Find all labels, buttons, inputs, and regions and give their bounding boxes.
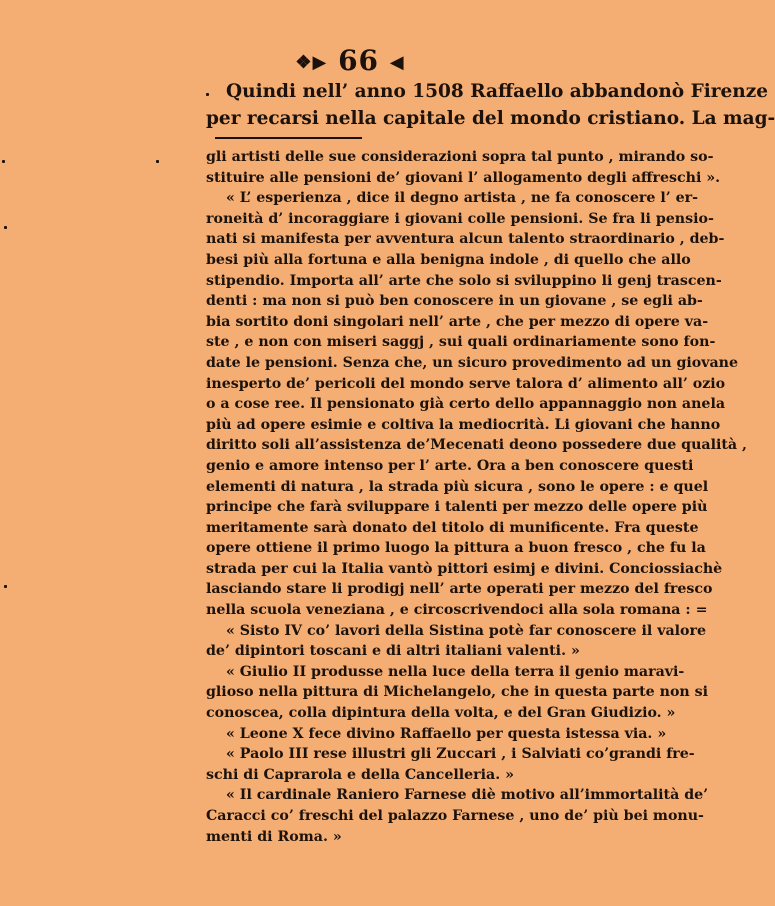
footnote-line: « Giulio II produsse nella luce della terra il genio maravi- (226, 663, 685, 680)
footnote-separator (215, 137, 362, 139)
footnote-line: genio e amore intenso per l’ arte. Ora a ben conoscere questi (206, 457, 694, 474)
footnote-line: denti : ma non si può ben conoscere in un giovane , se egli ab- (206, 293, 703, 310)
footnote-line: inesperto de’ pericoli del mondo serve talora d’ alimento all’ ozio (206, 375, 726, 392)
footnote-block (206, 147, 747, 847)
footnote-line: « Sisto IV co’ lavori della Sistina potè far conoscere il valore (226, 622, 707, 639)
main-text-block (206, 78, 775, 132)
footnote-line: lasciando stare li prodigj nell’ arte operati per mezzo del fresco (206, 581, 713, 598)
footnote-line: besi più alla fortuna e alla benigna indole , di quello che allo (206, 251, 691, 268)
ornament-left-icon: ❖▶ (295, 52, 328, 73)
footnote-line: « Paolo III rese illustri gli Zuccari , i Salviati co’grandi fre- (226, 746, 695, 763)
footnote-line: stipendio. Importa all’ arte che solo si sviluppino li genj trascen- (206, 272, 722, 289)
footnote-line: glioso nella pittura di Michelangelo, che in questa parte non si (206, 684, 709, 701)
footnote-line: stituire alle pensioni de’ giovani l’ allogamento degli affreschi ». (206, 169, 721, 186)
footnote-line: schi di Caprarola e della Cancelleria. » (206, 766, 514, 783)
footnote-line: bia sortito doni singolari nell’ arte , che per mezzo di opere va- (206, 313, 709, 330)
margin-speck (206, 93, 209, 96)
footnote-line: menti di Roma. » (206, 828, 342, 845)
footnote-line: o a cose ree. Il pensionato già certo dello appannaggio non anela (206, 396, 726, 413)
footnote-line: elementi di natura , la strada più sicura , sono le opere : e quel (206, 478, 709, 495)
footnote-line: nella scuola veneziana , e circoscrivendoci alla sola romana : = (206, 602, 708, 619)
footnote-line: nati si manifesta per avventura alcun talento straordinario , deb- (206, 231, 725, 248)
margin-speck (156, 160, 159, 163)
page-number: 66 (338, 44, 380, 77)
footnote-line: strada per cui la Italia vantò pittori esimj e divini. Conciossiachè (206, 560, 723, 577)
footnote-line: più ad opere esimie e coltiva la mediocrità. Li giovani che hanno (206, 416, 721, 433)
footnote-line: conoscea, colla dipintura della volta, e del Gran Giudizio. » (206, 705, 676, 722)
footnote-line: « L’ esperienza , dice il degno artista , ne fa conoscere l’ er- (226, 190, 699, 207)
main-text-line: Quindi nell’ anno 1508 Raffaello abbandonò Firenze (226, 81, 768, 102)
page-number-header (0, 44, 700, 77)
footnote-line: opere ottiene il primo luogo la pittura a buon fresco , che fu la (206, 540, 706, 557)
footnote-line: « Leone X fece divino Raffaello per questa istessa via. » (226, 725, 667, 742)
footnote-line: roneità d’ incoraggiare i giovani colle pensioni. Se fra li pensio- (206, 210, 714, 227)
footnote-line: « Il cardinale Raniero Farnese diè motivo all’immortalità de’ (226, 787, 709, 804)
ornament-right-icon: ◀ (389, 52, 405, 73)
footnote-line: principe che farà sviluppare i talenti per mezzo delle opere più (206, 499, 708, 516)
footnote-line: meritamente sarà donato del titolo di munificente. Fra queste (206, 519, 699, 536)
footnote-line: gli artisti delle sue considerazioni sopra tal punto , mirando so- (206, 149, 714, 165)
margin-speck (2, 160, 5, 163)
main-text-line: per recarsi nella capitale del mondo cristiano. La mag- (206, 108, 775, 129)
footnote-line: date le pensioni. Senza che, un sicuro provedimento ad un giovane (206, 354, 739, 371)
footnote-line: de’ dipintori toscani e di altri italiani valenti. » (206, 643, 580, 660)
footnote-line: diritto soli all’assistenza de’Mecenati deono possedere due qualità , (206, 437, 747, 454)
margin-speck (4, 585, 7, 588)
footnote-line: Caracci co’ freschi del palazzo Farnese , uno de’ più bei monu- (206, 808, 704, 824)
footnote-line: ste , e non con miseri saggj , sui quali ordinariamente sono fon- (206, 334, 716, 351)
margin-speck (4, 226, 7, 229)
